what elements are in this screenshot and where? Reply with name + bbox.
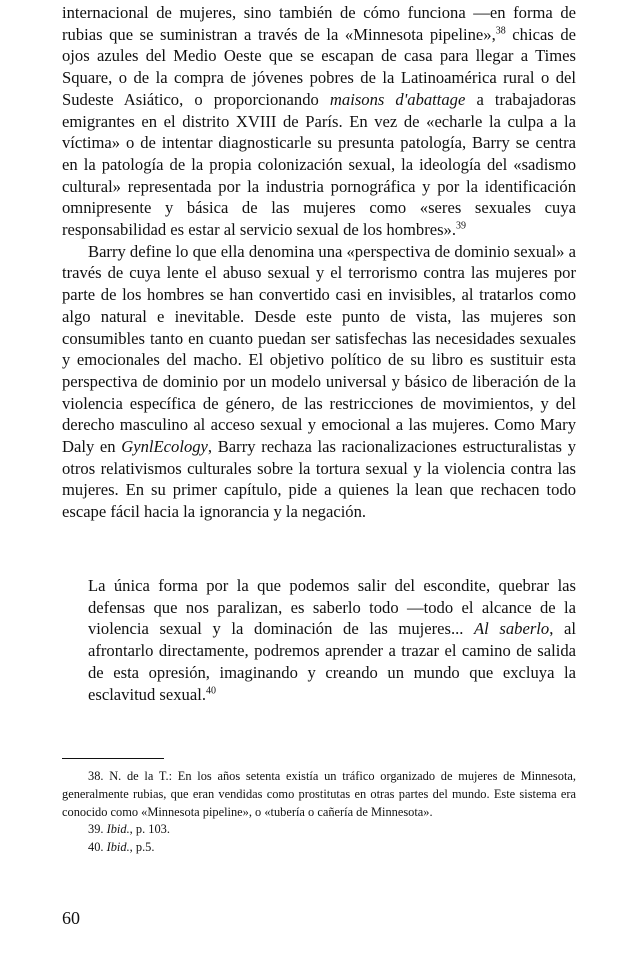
paragraph-1-text-a: chicas de ojos azules del Medio Oeste que se escapan de casa para llegar a Times Square, o de la compra de jóvenes pobres de la Latinoamérica rural o del Sudeste Asiático, o proporcionando (62, 24, 576, 109)
quote-text-b: , al afrontarlo directamente, podremos aprender a trazar el camino de salida de esta opresión, imaginando y creando un mundo que excluya la esclavitud sexual. (88, 619, 576, 704)
footnote-40 (62, 839, 576, 857)
footnote-39-rest: , p. 103. (129, 822, 170, 837)
quote-text-a: La única forma por la que podemos salir del escondite, quebrar las defensas que nos paralizan, es saberlo todo —todo el alcance de la violencia sexual y la dominación de las mujeres... (88, 576, 576, 639)
footnotes (62, 768, 576, 857)
paragraph-1-text: internacional de mujeres, sino también de cómo funciona —en forma de rubias que se suministran a través de la «Minnesota pipeline», (62, 3, 576, 44)
quote-paragraph (88, 575, 576, 705)
main-text (62, 2, 576, 523)
paragraph-1-italic: maisons d'abattage (329, 89, 466, 109)
footnote-ref-39: 39 (456, 220, 466, 232)
footnote-40-rest: , p.5. (129, 840, 155, 855)
footnote-38: 38. N. de la T.: En los años setenta existía un tráfico organizado de mujeres de Minnesota, generalmente rubias, que eran vendidas como prostitutas en otras partes del mundo. Este sistema era conocido como «Minnesota pipeline», o «tubería o cañería de Minnesota». (62, 769, 576, 819)
footnote-39-number: 39. (88, 822, 104, 837)
paragraph-1 (62, 2, 576, 241)
footnote-40-number: 40. (88, 840, 104, 855)
block-quote (88, 575, 576, 705)
footnote-ref-38: 38 (495, 25, 506, 37)
footnote-40-ibid: Ibid. (106, 840, 130, 855)
footnote-39-ibid: Ibid. (106, 822, 130, 837)
footnote-39 (62, 821, 576, 839)
page-number: 60 (62, 908, 80, 928)
paragraph-2-text-a: Barry define lo que ella denomina una «perspectiva de dominio sexual» a través de cuya lente el abuso sexual y el terrorismo contra las mujeres por parte de los hombres se han convertido casi en invisibles, al tratarlos como algo natural e inevitable. Desde este punto de vista, las mujeres son consumibles tanto en cuanto puedan ser satisfechas las necesidades sexuales y emocionales del macho. El objetivo político de su libro es sustituir esta perspectiva de dominio por un modelo universal y básico de liberación de la violencia específica de género, de las restricciones de movimientos, y del derecho masculino al acceso sexual y emocional a las mujeres. Como Mary Daly en (62, 241, 576, 457)
paragraph-2-text-b: , Barry rechaza las racionalizaciones estructuralistas y otros relativismos culturales sobre la tortura sexual y la violencia contra las mujeres. En su primer capítulo, pide a quienes la lean que rechacen todo escape fácil hacia la ignorancia y la negación. (62, 437, 576, 522)
quote-italic: Al saberlo (474, 619, 550, 639)
paragraph-1-text-b: a trabajadoras emigrantes en el distrito XVIII de París. En vez de «echarle la culpa a la víctima» o de intentar diagnosticarle su presunta patología, Barry se centra en la patología de la propia colonización sexual, la ideología del «sadismo cultural» representada por la industria pornográfica y por la identificación omnipresente y básica de las mujeres como «seres sexuales cuya responsabilidad es estar al servicio sexual de los hombres». (62, 89, 576, 240)
paragraph-2-italic-title: GynlEcology (121, 437, 208, 457)
footnote-separator (62, 758, 164, 759)
footnote-ref-40: 40 (205, 684, 216, 696)
paragraph-2 (62, 241, 576, 523)
